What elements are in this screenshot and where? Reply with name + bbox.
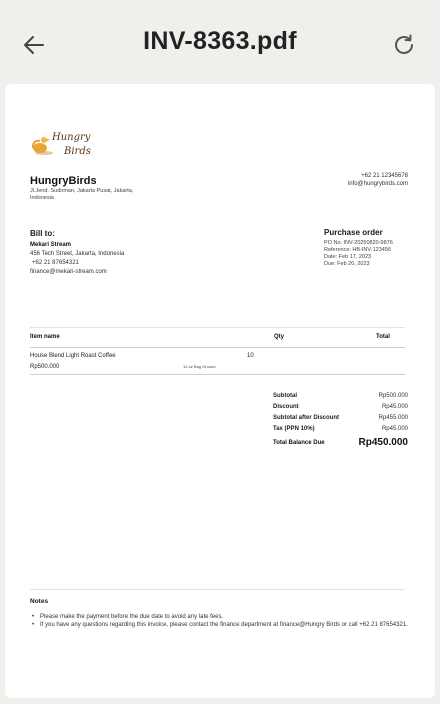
discount-value: Rp45.000 bbox=[381, 404, 408, 410]
tax-value: Rp45.000 bbox=[381, 426, 408, 432]
total-balance-due-value: Rp450.000 bbox=[358, 437, 408, 448]
company-logo bbox=[30, 126, 110, 162]
item-price: Rp500.000 bbox=[30, 364, 60, 370]
notes-title: Notes bbox=[30, 598, 49, 605]
po-date: Date: Feb 17, 2023 bbox=[324, 254, 372, 260]
discount-label: Discount bbox=[273, 404, 299, 410]
company-contact bbox=[348, 173, 408, 188]
bill-to-email: finance@mekari-stream.com bbox=[30, 269, 107, 275]
po-due-date: Due: Feb 20, 2023 bbox=[324, 261, 370, 267]
bill-to-name: Mekari Stream bbox=[30, 242, 72, 248]
refresh-icon bbox=[391, 32, 417, 58]
subtotal-after-discount-value: Rp455.000 bbox=[378, 415, 408, 421]
svg-text:Birds: Birds bbox=[64, 146, 91, 157]
company-name: HungryBirds bbox=[30, 175, 97, 187]
column-header-item: Item name bbox=[30, 334, 60, 340]
company-email: info@hungrybirds.com bbox=[347, 180, 408, 187]
item-qty: 10 bbox=[247, 353, 254, 359]
tax-label: Tax (PPN 10%) bbox=[273, 426, 315, 432]
bill-to-address: 456 Tech Street, Jakarta, Indonesia bbox=[30, 251, 125, 257]
svg-text:Hungry: Hungry bbox=[52, 132, 91, 143]
company-phone: +62 21 12345678 bbox=[361, 173, 408, 179]
company-address: Jl.Jend. Sudirman, Jakarta Pusat, Jakarta, Indonesia bbox=[30, 188, 134, 201]
refresh-button[interactable] bbox=[388, 29, 420, 61]
invoice-document[interactable] bbox=[5, 84, 435, 698]
bill-to-details bbox=[30, 241, 124, 277]
divider bbox=[30, 374, 405, 375]
divider bbox=[30, 589, 405, 590]
po-reference: Reference: HB-INV-123456 bbox=[324, 247, 391, 253]
purchase-order-details bbox=[324, 240, 393, 268]
total-balance-due-label: Total Balance Due bbox=[273, 440, 325, 446]
top-bar bbox=[0, 0, 440, 84]
divider bbox=[30, 327, 405, 328]
subtotal-label: Subtotal bbox=[273, 393, 297, 399]
column-header-qty: Qty bbox=[274, 334, 285, 340]
column-header-total: Total bbox=[376, 334, 390, 340]
item-variant: 12 oz Bag Ground bbox=[183, 364, 216, 369]
notes-list bbox=[32, 613, 412, 629]
po-number: PO No. INV-20250820-9876 bbox=[324, 240, 393, 246]
bill-to-phone: +62 21 87654321 bbox=[32, 260, 79, 266]
note-item: • Please make the payment before the due date to avoid any late fees. bbox=[32, 613, 412, 621]
purchase-order-label: Purchase order bbox=[324, 228, 383, 237]
note-item: • If you have any questions regarding this invoice, please contact the finance department at finance@Hungry Birds or call +62 21 87654321. bbox=[32, 621, 412, 629]
document-title: INV-8363.pdf bbox=[143, 27, 297, 55]
subtotal-value: Rp500.000 bbox=[378, 393, 408, 399]
divider bbox=[30, 347, 405, 348]
bill-to-label: Bill to: bbox=[30, 229, 55, 238]
subtotal-after-discount-label: Subtotal after Discount bbox=[273, 415, 340, 421]
item-name: House Blend Light Roast Coffee bbox=[30, 353, 116, 359]
